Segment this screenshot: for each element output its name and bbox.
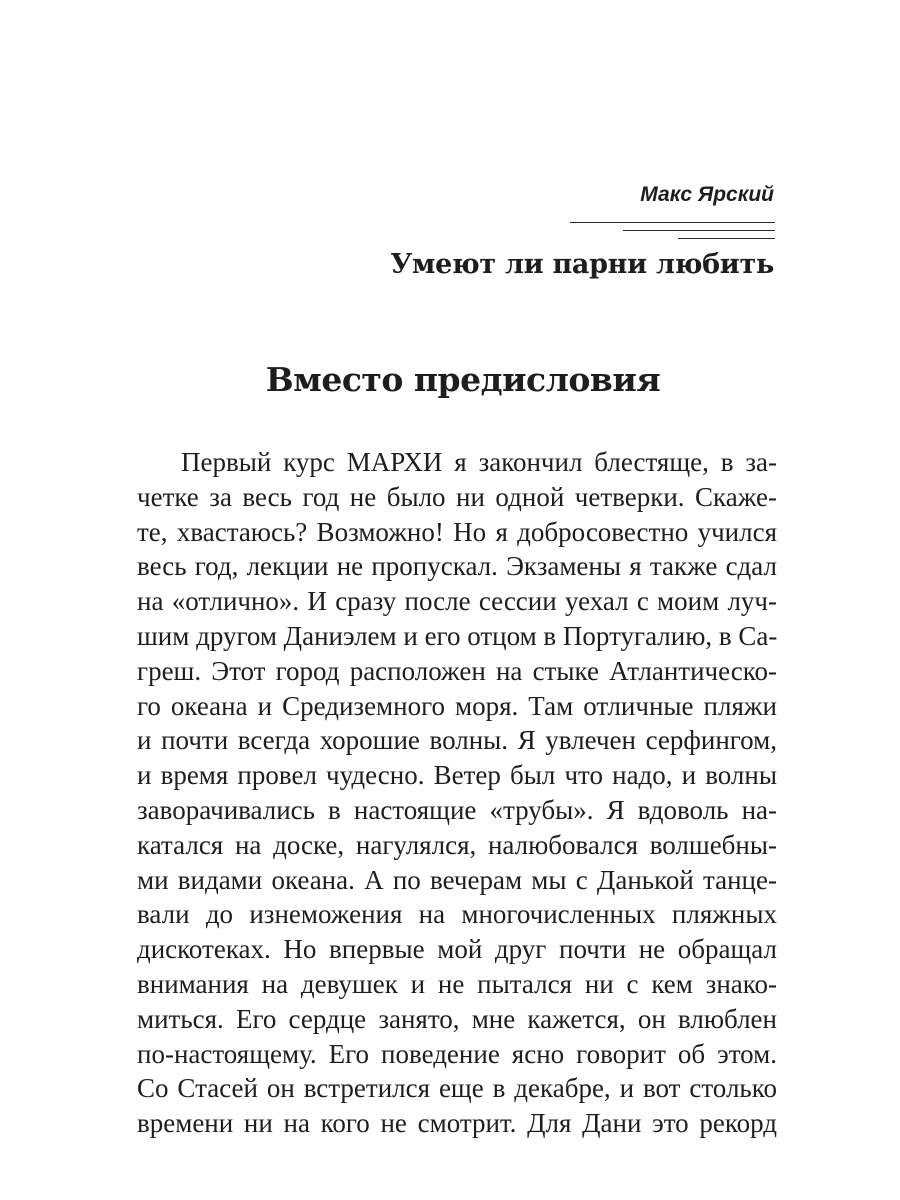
decorative-rule-short xyxy=(678,238,775,239)
author-name: Макс Ярский xyxy=(640,183,774,206)
body-paragraph xyxy=(137,445,777,1141)
text-line: и почти всегда хорошие волны. Я увлечен серфингом, xyxy=(137,725,777,756)
text-line: греш. Этот город расположен на стыке Атлантическо- xyxy=(137,655,777,686)
section-heading: Вместо предисловия xyxy=(265,360,661,399)
text-line: и время провел чудесно. Ветер был что надо, и волны xyxy=(137,760,777,791)
text-line: го океана и Средиземного моря. Там отличные пляжи xyxy=(137,690,777,721)
text-line: весь год, лекции не пропускал. Экзамены я также сдал xyxy=(137,551,777,582)
text-line: те, хвастаюсь? Возможно! Но я добросовестно учился xyxy=(137,516,777,547)
text-line: вали до изнеможения на многочисленных пляжных xyxy=(137,899,777,930)
text-line: ми видами океана. А по вечерам мы с Данькой танце- xyxy=(137,864,777,895)
text-line: времени ни на кого не смотрит. Для Дани это рекорд xyxy=(137,1108,777,1139)
text-line: внимания на девушек и не пытался ни с кем знако- xyxy=(137,968,777,999)
text-line: дискотеках. Но впервые мой друг почти не обращал xyxy=(137,934,777,965)
decorative-rule-long xyxy=(570,222,775,223)
text-line: Первый курс МАРХИ я закончил блестяще, в за- xyxy=(181,447,777,477)
text-line: по-настоящему. Его поведение ясно говорит об этом. xyxy=(137,1038,777,1069)
text-line: катался на доске, нагулялся, налюбовался волшебны- xyxy=(137,829,777,860)
text-line: Со Стасей он встретился еще в декабре, и вот столько xyxy=(137,1073,777,1104)
text-line: четке за весь год не было ни одной четверки. Скаже- xyxy=(137,481,777,512)
decorative-rule-medium xyxy=(623,230,775,231)
text-line: заворачивались в настоящие «трубы». Я вдоволь на- xyxy=(137,794,777,825)
text-line: на «отлично». И сразу после сессии уехал с моим луч- xyxy=(137,586,777,617)
text-line: миться. Его сердце занято, мне кажется, он влюблен xyxy=(137,1003,777,1034)
text-line: шим другом Даниэлем и его отцом в Португалию, в Са- xyxy=(137,620,778,651)
book-title: Умеют ли парни любить xyxy=(390,249,774,280)
